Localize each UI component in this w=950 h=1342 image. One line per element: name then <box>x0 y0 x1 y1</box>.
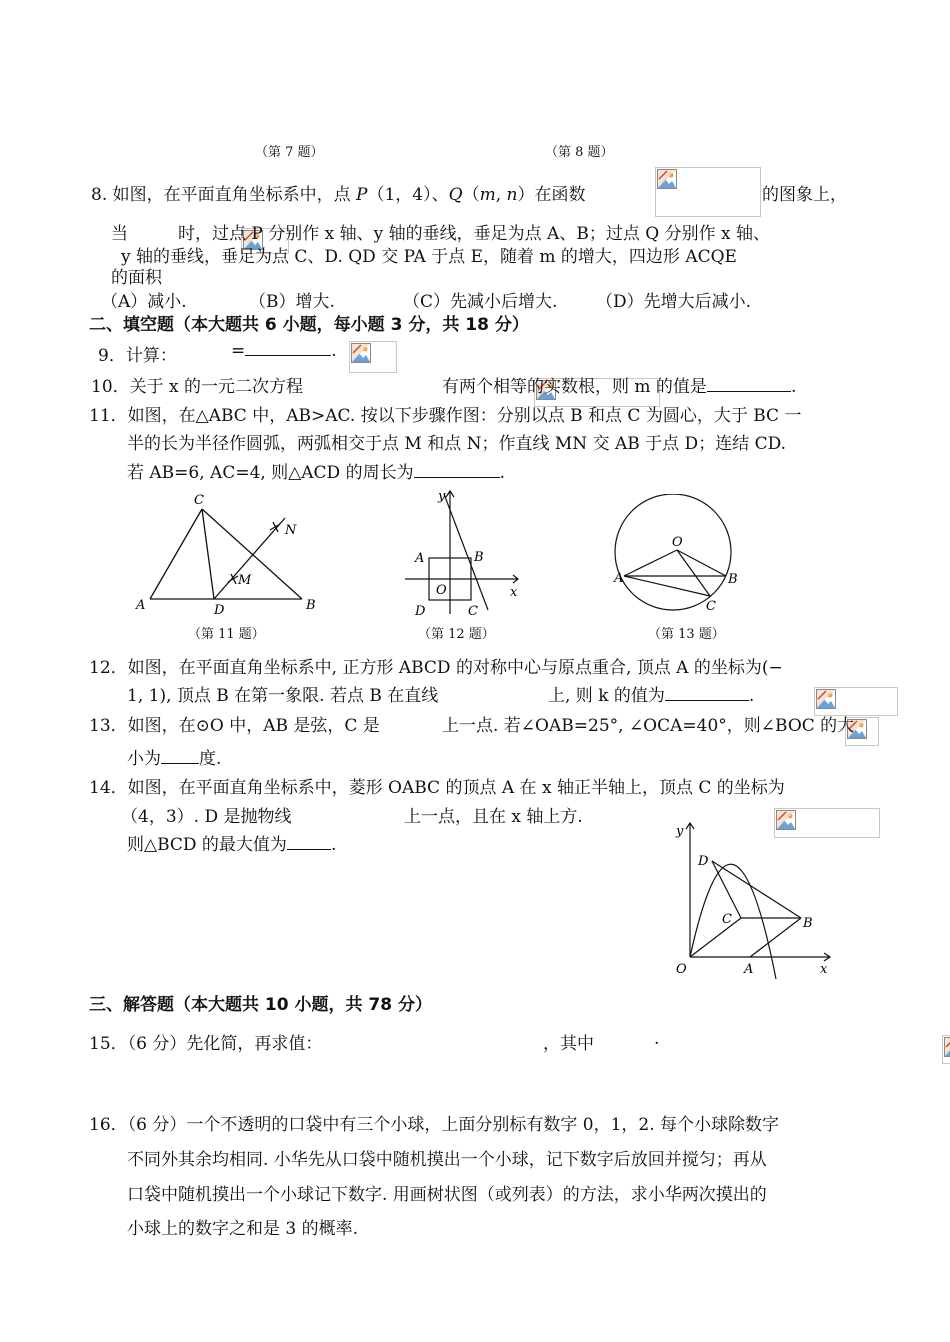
q9-expression-image <box>349 341 397 373</box>
fig11-label-a: A <box>136 598 146 613</box>
q9-answer-blank <box>245 355 331 356</box>
q12-answer-blank <box>665 700 749 701</box>
q11-line1: 11．如图，在△ABC 中，AB>AC. 按以下步骤作图：分别以点 B 和点 C 为圆心，大于 BC 一 <box>89 406 802 426</box>
q8-line2: 时，过点 P 分别作 x 轴、y 轴的垂线，垂足为点 A、B；过点 Q 分别作 x 轴、 <box>178 224 770 244</box>
q11-line3: 若 AB=6, AC=4, 则△ACD 的周长为 . <box>127 463 505 483</box>
caption-q7: （第 7 题） <box>255 145 324 160</box>
q16-line1: 16．（6 分）一个不透明的口袋中有三个小球，上面分别标有数字 0，1，2. 每个小球除数字 <box>89 1115 780 1135</box>
caption-q12: （第 12 题） <box>418 627 495 642</box>
q10-end: 有两个相等的实数根，则 m 的值是 . <box>442 377 797 397</box>
figure-14 <box>660 815 840 979</box>
q10-start: 10．关于 x 的一元二次方程 <box>91 377 304 397</box>
q9-equals: = . <box>231 341 337 361</box>
q12-line2-end: 上, 则 k 的值为 . <box>548 686 755 706</box>
fig13-label-a: A <box>614 571 624 586</box>
q10-answer-blank <box>707 391 791 392</box>
q12-line1: 12．如图，在平面直角坐标系中, 正方形 ABCD 的对称中心与原点重合, 顶点 A 的坐标为(− <box>89 658 783 678</box>
q8-function-image <box>655 167 761 217</box>
fig12-label-o: O <box>436 583 447 598</box>
q8-line3: y 轴的垂线，垂足为点 C、D. QD 交 PA 于点 E，随着 m 的增大，四边形 ACQE <box>121 247 737 267</box>
q12-line2-start: 1, 1), 顶点 B 在第一象限. 若点 B 在直线 <box>127 686 439 706</box>
q8-option-b: （B）增大. <box>249 292 335 312</box>
q8-line1: 8. 如图，在平面直角坐标系中，点 P（1，4）、Q（m, n）在函数 <box>91 185 586 205</box>
fig12-label-a: A <box>415 551 425 566</box>
section-2-heading: 二、填空题（本大题共 6 小题，每小题 3 分，共 18 分） <box>89 315 529 335</box>
q14-line3: 则△BCD 的最大值为 . <box>127 835 337 855</box>
q14-line2-end: 上一点，且在 x 轴上方. <box>404 807 583 827</box>
q8-line2-start: 当 <box>111 224 128 244</box>
caption-q8: （第 8 题） <box>545 145 614 160</box>
figure-13 <box>612 494 742 618</box>
fig12-label-y: y <box>438 489 446 504</box>
q16-line2: 不同外其余均相同. 小华先从口袋中随机摸出一个小球，记下数字后放回并搅匀；再从 <box>127 1150 767 1170</box>
fig13-label-b: B <box>728 572 738 587</box>
q11-line2: 半的长为半径作圆弧，两弧相交于点 M 和点 N；作直线 MN 交 AB 于点 D；连结 CD. <box>127 434 787 454</box>
broken-image-icon <box>944 1037 950 1057</box>
q16-line3: 口袋中随机摸出一个小球记下数字. 用画树状图（或列表）的方法，求小华两次摸出的 <box>127 1185 767 1205</box>
figure-12 <box>400 486 530 620</box>
fig14-label-o: O <box>676 962 687 977</box>
figure-11 <box>130 488 330 620</box>
fig13-label-c: C <box>706 599 716 614</box>
q8-line1-end: 的图象上， <box>762 185 847 205</box>
q14-line2-start: （4，3）. D 是抛物线 <box>121 807 292 827</box>
fig13-label-o: O <box>672 535 683 550</box>
fig14-label-b: B <box>803 916 813 931</box>
q15-start: 15．（6 分）先化简，再求值： <box>89 1034 323 1054</box>
q9-label: 9．计算： <box>98 346 177 366</box>
caption-q13: （第 13 题） <box>648 627 725 642</box>
broken-image-icon <box>816 689 836 709</box>
q14-line1: 14．如图，在平面直角坐标系中，菱形 OABC 的顶点 A 在 x 轴正半轴上，顶点 C 的坐标为 <box>89 778 785 798</box>
q8-line4: 的面积 <box>111 268 162 288</box>
q8-option-d: （D）先增大后减小. <box>596 292 752 312</box>
fig12-label-x: x <box>510 585 518 600</box>
q16-line4: 小球上的数字之和是 3 的概率. <box>127 1219 359 1239</box>
section-3-heading: 三、解答题（本大题共 10 小题，共 78 分） <box>89 995 432 1015</box>
q13-answer-blank <box>161 763 199 764</box>
fig11-label-n: N <box>285 523 297 538</box>
fig14-label-c: C <box>722 912 732 927</box>
q8-option-a: （A）减小. <box>101 292 187 312</box>
caption-q11: （第 11 题） <box>188 627 265 642</box>
q13-line1-end: 上一点. 若∠OAB=25°, ∠OCA=40°，则∠BOC 的大 <box>442 716 855 736</box>
q14-answer-blank <box>287 849 331 850</box>
fig11-label-m: M <box>238 573 252 588</box>
fig12-label-d: D <box>415 604 426 619</box>
q15-expression-image <box>942 1035 950 1064</box>
q15-where: ，其中 <box>543 1034 594 1054</box>
fig14-label-y: y <box>676 824 684 839</box>
q15-end: . <box>654 1029 660 1049</box>
fig11-label-c: C <box>194 493 204 508</box>
fig14-label-d: D <box>698 854 709 869</box>
fig12-label-b: B <box>474 550 484 565</box>
fig11-label-d: D <box>214 603 225 618</box>
q8-option-c: （C）先减小后增大. <box>403 292 558 312</box>
fig14-label-x: x <box>820 962 828 977</box>
fig12-label-c: C <box>468 604 478 619</box>
q13-line1-start: 13．如图，在⊙O 中，AB 是弦，C 是 <box>89 716 380 736</box>
broken-image-icon <box>657 169 677 189</box>
broken-image-icon <box>351 343 371 363</box>
q11-answer-blank <box>414 477 500 478</box>
q13-line2: 小为 度. <box>127 749 222 769</box>
fig14-label-a: A <box>744 962 754 977</box>
fig11-label-b: B <box>306 598 316 613</box>
